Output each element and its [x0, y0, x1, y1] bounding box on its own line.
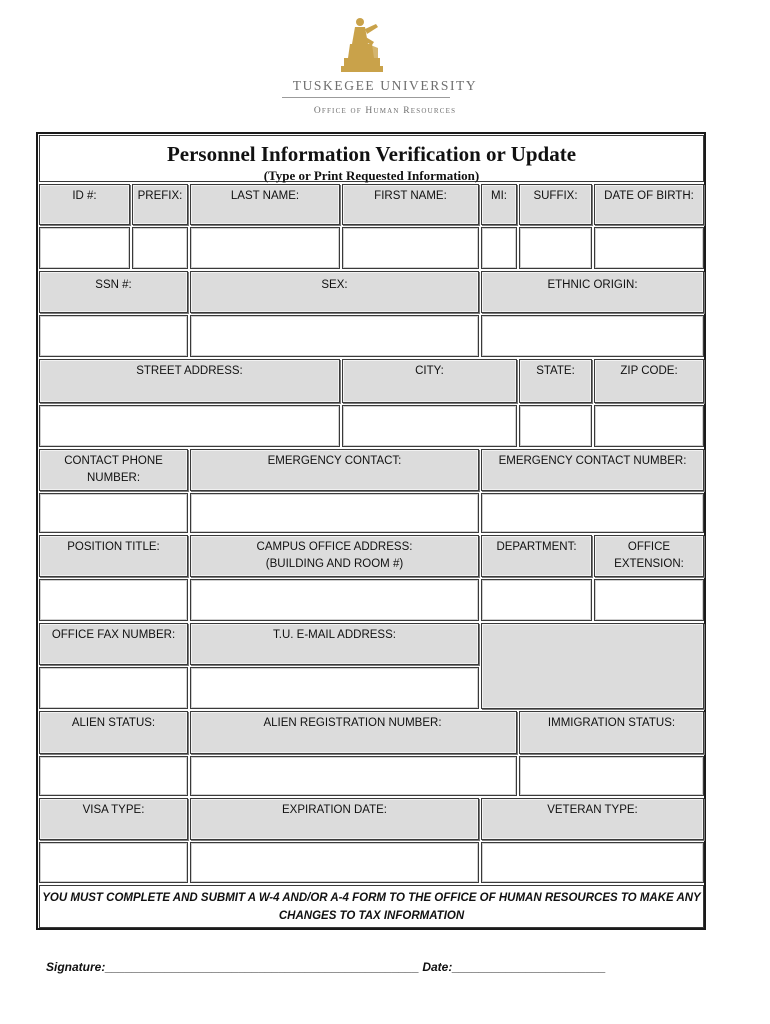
department-label-cell — [481, 535, 592, 577]
immigration-status-label: IMMIGRATION STATUS: — [547, 717, 676, 729]
visa-type-label-cell — [39, 798, 188, 840]
visa-type-label: VISA TYPE: — [82, 804, 145, 816]
expiration-date-label: EXPIRATION DATE: — [281, 804, 387, 816]
position-title-label-cell — [39, 535, 188, 577]
expiration-date-field[interactable] — [190, 842, 479, 883]
suffix-label: SUFFIX: — [533, 190, 578, 202]
emergency-contact-number-label: EMERGENCY CONTACT NUMBER: — [498, 455, 687, 467]
dob-label: DATE OF BIRTH: — [604, 190, 694, 202]
emergency-contact-field[interactable] — [190, 493, 479, 533]
alien-registration-number-field[interactable] — [190, 756, 517, 796]
mi-field[interactable] — [481, 227, 517, 269]
dob-field[interactable] — [594, 227, 704, 269]
campus-office-address-label: CAMPUS OFFICE ADDRESS: (BUILDING AND ROOM #) — [256, 541, 413, 570]
ethnic-origin-label-cell — [481, 271, 704, 313]
shaded-blank-cell — [481, 623, 704, 709]
mi-label-cell — [481, 184, 517, 225]
department-field[interactable] — [481, 579, 592, 621]
street-address-field[interactable] — [39, 405, 340, 447]
emergency-contact-number-label-cell — [481, 449, 704, 491]
tu-email-label: T.U. E-MAIL ADDRESS: — [273, 629, 396, 641]
state-label: STATE: — [536, 365, 575, 377]
alien-status-label: ALIEN STATUS: — [71, 717, 156, 729]
department-label: DEPARTMENT: — [496, 541, 577, 553]
dob-label-cell — [594, 184, 704, 225]
city-label-cell — [342, 359, 517, 403]
state-field[interactable] — [519, 405, 592, 447]
contact-phone-field[interactable] — [39, 493, 188, 533]
zip-label: ZIP CODE: — [620, 365, 678, 377]
alien-registration-number-label: ALIEN REGISTRATION NUMBER: — [263, 717, 442, 729]
suffix-label-cell — [519, 184, 592, 225]
ssn-label-cell — [39, 271, 188, 313]
header-divider — [282, 97, 450, 98]
id-label-cell — [39, 184, 130, 225]
alien-registration-number-label-cell — [190, 711, 517, 754]
university-name: TUSKEGEE UNIVERSITY — [292, 78, 478, 93]
form-title: Personnel Information Verification or Update — [166, 142, 577, 166]
signature-date-line[interactable]: Signature:_______________________________________________ Date:_______________________ — [46, 960, 606, 974]
veteran-type-label: VETERAN TYPE: — [547, 804, 638, 816]
tu-email-field[interactable] — [190, 667, 479, 709]
zip-field[interactable] — [594, 405, 704, 447]
emergency-contact-label-cell — [190, 449, 479, 491]
contact-phone-label: CONTACT PHONE NUMBER: — [64, 455, 163, 484]
zip-label-cell — [594, 359, 704, 403]
last-name-field[interactable] — [190, 227, 340, 269]
immigration-status-label-cell — [519, 711, 704, 754]
emergency-contact-number-field[interactable] — [481, 493, 704, 533]
id-label: ID #: — [72, 190, 97, 202]
prefix-label: PREFIX: — [137, 190, 183, 202]
alien-status-label-cell — [39, 711, 188, 754]
sex-field[interactable] — [190, 315, 479, 357]
veteran-type-field[interactable] — [481, 842, 704, 883]
sex-label: SEX: — [321, 279, 348, 291]
street-address-label-cell — [39, 359, 340, 403]
position-title-label: POSITION TITLE: — [67, 541, 160, 553]
last-name-label: LAST NAME: — [230, 190, 300, 202]
ethnic-origin-field[interactable] — [481, 315, 704, 357]
first-name-field[interactable] — [342, 227, 479, 269]
letterhead — [0, 0, 770, 130]
city-label: CITY: — [415, 365, 444, 377]
monument-logo-icon — [338, 14, 386, 76]
state-label-cell — [519, 359, 592, 403]
prefix-field[interactable] — [132, 227, 188, 269]
last-name-label-cell — [190, 184, 340, 225]
office-fax-label: OFFICE FAX NUMBER: — [51, 629, 176, 641]
office-extension-label-cell — [594, 535, 704, 577]
office-fax-field[interactable] — [39, 667, 188, 709]
contact-phone-label-cell — [39, 449, 188, 491]
office-fax-label-cell — [39, 623, 188, 665]
emergency-contact-label: EMERGENCY CONTACT: — [267, 455, 402, 467]
sex-label-cell — [190, 271, 479, 313]
prefix-label-cell — [132, 184, 188, 225]
expiration-date-label-cell — [190, 798, 479, 840]
office-name: Office of Human Resources — [313, 106, 457, 116]
veteran-type-label-cell — [481, 798, 704, 840]
ssn-label: SSN #: — [95, 279, 132, 291]
alien-status-field[interactable] — [39, 756, 188, 796]
id-field[interactable] — [39, 227, 130, 269]
form-title-block — [39, 135, 704, 182]
mi-label: MI: — [491, 190, 507, 202]
immigration-status-field[interactable] — [519, 756, 704, 796]
ethnic-origin-label: ETHNIC ORIGIN: — [547, 279, 638, 291]
campus-office-address-label-cell — [190, 535, 479, 577]
position-title-field[interactable] — [39, 579, 188, 621]
city-field[interactable] — [342, 405, 517, 447]
office-extension-label: OFFICE EXTENSION: — [614, 541, 684, 570]
tu-email-label-cell — [190, 623, 479, 665]
first-name-label-cell — [342, 184, 479, 225]
form-subtitle: (Type or Print Requested Information) — [263, 168, 480, 183]
suffix-field[interactable] — [519, 227, 592, 269]
visa-type-field[interactable] — [39, 842, 188, 883]
office-extension-field[interactable] — [594, 579, 704, 621]
tax-form-notice: YOU MUST COMPLETE AND SUBMIT A W-4 AND/OR A-4 FORM TO THE OFFICE OF HUMAN RESOURCES TO MAKE ANY CHANGES TO TAX INFORMATION — [39, 885, 704, 928]
ssn-field[interactable] — [39, 315, 188, 357]
campus-office-address-field[interactable] — [190, 579, 479, 621]
first-name-label: FIRST NAME: — [374, 190, 447, 202]
street-address-label: STREET ADDRESS: — [136, 365, 243, 377]
